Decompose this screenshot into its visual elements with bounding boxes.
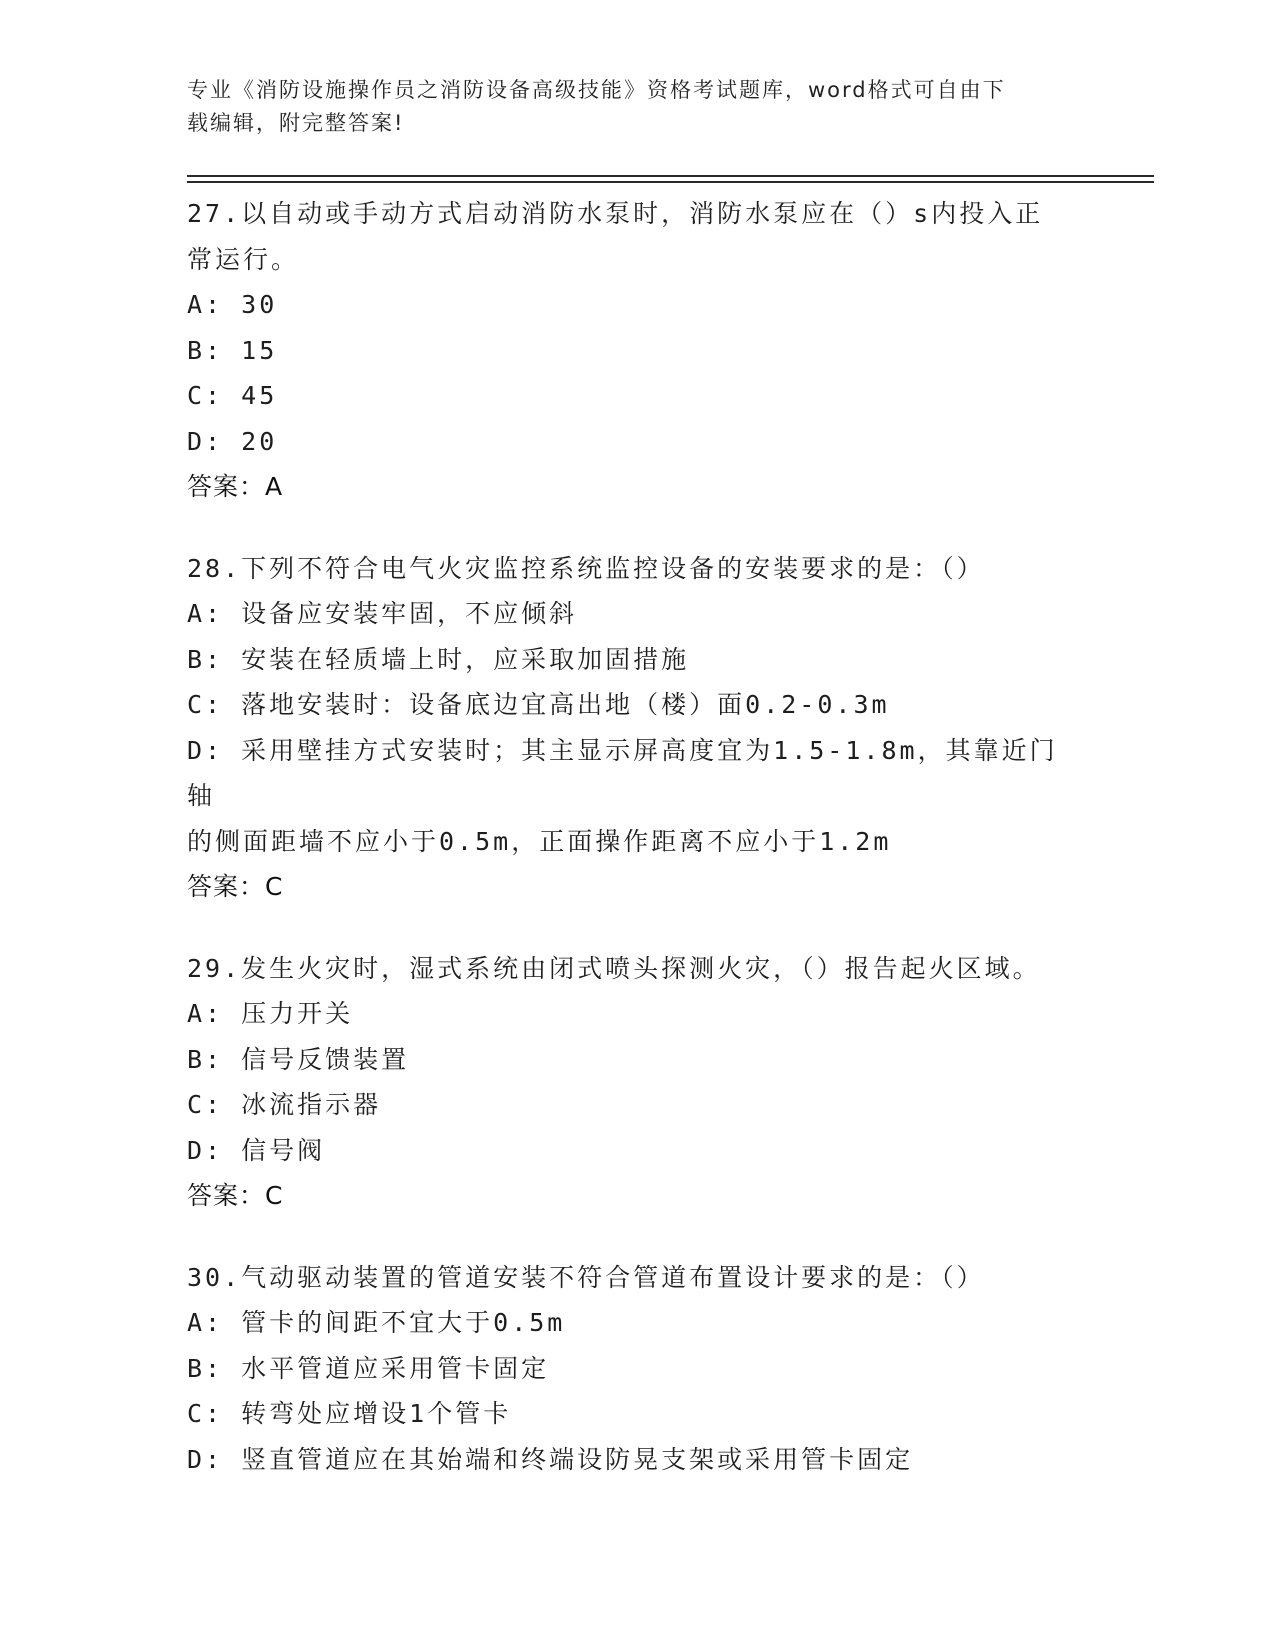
option-b: B: 15	[187, 335, 278, 365]
question-stem: 30.气动驱动装置的管道安装不符合管道布置设计要求的是：（）	[187, 1262, 985, 1292]
option-c: C: 转弯处应增设1个管卡	[187, 1399, 512, 1428]
question-list	[187, 191, 1077, 1518]
answer: 答案：C	[187, 1181, 284, 1210]
option-d: D: 20	[187, 426, 278, 456]
option-a: A: 30	[187, 290, 278, 319]
option-d: D: 采用壁挂方式安装时；其主显示屏高度宜为1.5-1.8m，其靠近门轴	[187, 735, 1058, 810]
answer: 答案：C	[187, 872, 284, 901]
question-28	[187, 546, 1077, 910]
option-c: C: 冰流指示器	[187, 1090, 382, 1119]
option-b: B: 水平管道应采用管卡固定	[187, 1353, 550, 1383]
option-a: A: 设备应安装牢固，不应倾斜	[187, 599, 578, 628]
option-d: D: 竖直管道应在其始端和终端设防晃支架或采用管卡固定	[187, 1444, 914, 1474]
question-29	[187, 946, 1077, 1219]
question-27	[187, 191, 1077, 510]
header-line-2: 载编辑，附完整答案!	[187, 111, 405, 135]
header-rule-top	[187, 175, 1154, 177]
option-d: D: 信号阀	[187, 1135, 326, 1165]
option-c: C: 落地安装时：设备底边宜高出地（楼）面0.2-0.3m	[187, 690, 890, 719]
question-stem: 27.以自动或手动方式启动消防水泵时，消防水泵应在（）s内投入正	[187, 199, 1044, 228]
option-b: B: 信号反馈装置	[187, 1044, 410, 1074]
option-b: B: 安装在轻质墙上时，应采取加固措施	[187, 644, 690, 674]
question-stem: 28.下列不符合电气火灾监控系统监控设备的安装要求的是：（）	[187, 553, 985, 583]
question-stem: 常运行。	[187, 244, 300, 274]
option-a: A: 压力开关	[187, 999, 354, 1028]
question-30	[187, 1255, 1077, 1483]
question-stem: 29.发生火灾时，湿式系统由闭式喷头探测火灾，（）报告起火区域。	[187, 953, 1041, 983]
document-header	[187, 74, 1067, 140]
header-rule-bottom	[187, 181, 1154, 183]
option-c: C: 45	[187, 381, 278, 410]
header-line-1: 专业《消防设施操作员之消防设备高级技能》资格考试题库，word格式可自由下	[187, 78, 1006, 102]
option-d-continued: 的侧面距墙不应小于0.5m，正面操作距离不应小于1.2m	[187, 826, 892, 856]
answer: 答案：A	[187, 472, 284, 501]
option-a: A: 管卡的间距不宜大于0.5m	[187, 1308, 566, 1337]
